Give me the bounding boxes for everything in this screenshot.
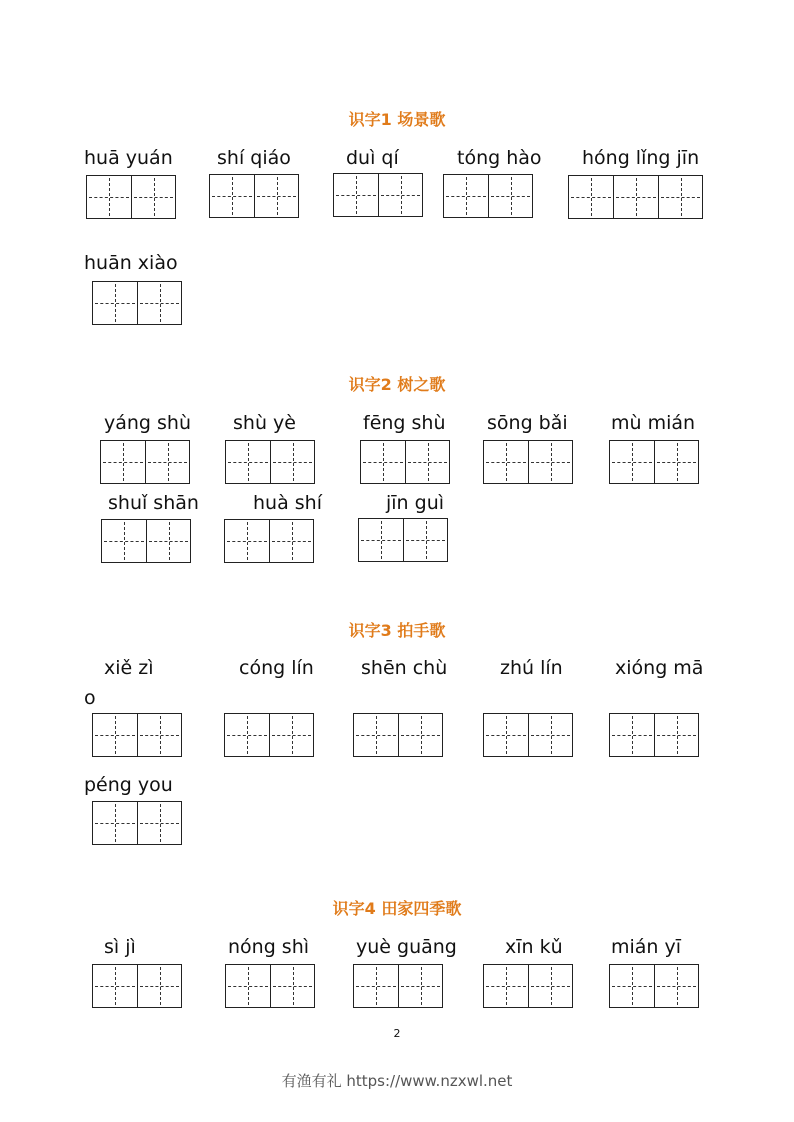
grid-cell[interactable] bbox=[358, 518, 403, 562]
grid-cell[interactable] bbox=[654, 440, 699, 484]
footer-watermark: 有渔有礼 https://www.nzxwl.net bbox=[281, 1072, 513, 1090]
grid-cell[interactable] bbox=[483, 440, 528, 484]
pinyin-label: cóng lín bbox=[239, 657, 314, 679]
grid-cell[interactable] bbox=[100, 440, 145, 484]
grid-cell[interactable] bbox=[92, 713, 137, 757]
grid-cell[interactable] bbox=[443, 174, 488, 218]
writing-grid[interactable] bbox=[209, 174, 299, 218]
grid-cell[interactable] bbox=[528, 440, 573, 484]
writing-grid[interactable] bbox=[353, 964, 443, 1008]
pinyin-label: zhú lín bbox=[500, 657, 563, 679]
grid-cell[interactable] bbox=[360, 440, 405, 484]
pinyin-label: mián yī bbox=[611, 936, 682, 958]
grid-cell[interactable] bbox=[209, 174, 254, 218]
grid-cell[interactable] bbox=[483, 964, 528, 1008]
writing-grid[interactable] bbox=[443, 174, 533, 218]
pinyin-label: sōng bǎi bbox=[487, 412, 568, 434]
grid-cell[interactable] bbox=[224, 519, 269, 563]
pinyin-label: shuǐ shān bbox=[108, 492, 199, 514]
pinyin-label: o bbox=[84, 687, 96, 709]
pinyin-label: jīn guì bbox=[386, 492, 445, 514]
grid-cell[interactable] bbox=[145, 440, 190, 484]
grid-cell[interactable] bbox=[405, 440, 450, 484]
grid-cell[interactable] bbox=[225, 964, 270, 1008]
pinyin-label: shēn chù bbox=[361, 657, 448, 679]
grid-cell[interactable] bbox=[353, 964, 398, 1008]
grid-cell[interactable] bbox=[398, 713, 443, 757]
grid-cell[interactable] bbox=[225, 440, 270, 484]
grid-cell[interactable] bbox=[488, 174, 533, 218]
pinyin-label: huà shí bbox=[253, 492, 322, 514]
writing-grid[interactable] bbox=[483, 440, 573, 484]
writing-grid[interactable] bbox=[353, 713, 443, 757]
grid-cell[interactable] bbox=[92, 801, 137, 845]
writing-grid[interactable] bbox=[92, 964, 182, 1008]
grid-cell[interactable] bbox=[270, 440, 315, 484]
grid-cell[interactable] bbox=[92, 281, 137, 325]
grid-cell[interactable] bbox=[254, 174, 299, 218]
grid-cell[interactable] bbox=[224, 713, 269, 757]
grid-cell[interactable] bbox=[609, 964, 654, 1008]
writing-grid[interactable] bbox=[92, 801, 182, 845]
grid-cell[interactable] bbox=[353, 713, 398, 757]
writing-grid[interactable] bbox=[609, 440, 699, 484]
section-title: 识字4 田家四季歌 bbox=[332, 899, 462, 918]
writing-grid[interactable] bbox=[360, 440, 450, 484]
grid-cell[interactable] bbox=[269, 519, 314, 563]
grid-cell[interactable] bbox=[403, 518, 448, 562]
pinyin-label: huān xiào bbox=[84, 252, 178, 274]
pinyin-label: shù yè bbox=[233, 412, 296, 434]
grid-cell[interactable] bbox=[568, 175, 613, 219]
grid-cell[interactable] bbox=[609, 440, 654, 484]
pinyin-label: péng you bbox=[84, 774, 173, 796]
grid-cell[interactable] bbox=[270, 964, 315, 1008]
pinyin-label: nóng shì bbox=[228, 936, 310, 958]
writing-grid[interactable] bbox=[101, 519, 191, 563]
pinyin-label: yáng shù bbox=[104, 412, 192, 434]
pinyin-label: duì qí bbox=[346, 147, 399, 169]
grid-cell[interactable] bbox=[137, 801, 182, 845]
writing-grid[interactable] bbox=[225, 964, 315, 1008]
grid-cell[interactable] bbox=[131, 175, 176, 219]
grid-cell[interactable] bbox=[92, 964, 137, 1008]
writing-grid[interactable] bbox=[609, 713, 699, 757]
pinyin-label: sì jì bbox=[104, 936, 136, 958]
writing-grid[interactable] bbox=[100, 440, 190, 484]
grid-cell[interactable] bbox=[378, 173, 423, 217]
grid-cell[interactable] bbox=[609, 713, 654, 757]
writing-grid[interactable] bbox=[224, 713, 314, 757]
writing-grid[interactable] bbox=[609, 964, 699, 1008]
writing-grid[interactable] bbox=[568, 175, 703, 219]
section-title: 识字2 树之歌 bbox=[348, 375, 446, 394]
writing-grid[interactable] bbox=[225, 440, 315, 484]
grid-cell[interactable] bbox=[333, 173, 378, 217]
grid-cell[interactable] bbox=[86, 175, 131, 219]
writing-grid[interactable] bbox=[92, 713, 182, 757]
grid-cell[interactable] bbox=[483, 713, 528, 757]
grid-cell[interactable] bbox=[137, 964, 182, 1008]
pinyin-label: xīn kǔ bbox=[505, 936, 563, 958]
writing-grid[interactable] bbox=[483, 964, 573, 1008]
grid-cell[interactable] bbox=[269, 713, 314, 757]
writing-grid[interactable] bbox=[333, 173, 423, 217]
section-title: 识字1 场景歌 bbox=[348, 110, 446, 129]
pinyin-label: fēng shù bbox=[363, 412, 446, 434]
pinyin-label: yuè guāng bbox=[356, 936, 457, 958]
writing-grid[interactable] bbox=[224, 519, 314, 563]
grid-cell[interactable] bbox=[101, 519, 146, 563]
page-number: 2 bbox=[393, 1027, 401, 1040]
grid-cell[interactable] bbox=[398, 964, 443, 1008]
grid-cell[interactable] bbox=[528, 964, 573, 1008]
grid-cell[interactable] bbox=[146, 519, 191, 563]
writing-grid[interactable] bbox=[483, 713, 573, 757]
grid-cell[interactable] bbox=[528, 713, 573, 757]
grid-cell[interactable] bbox=[658, 175, 703, 219]
section-title: 识字3 拍手歌 bbox=[348, 621, 446, 640]
writing-grid[interactable] bbox=[86, 175, 176, 219]
pinyin-label: huā yuán bbox=[84, 147, 173, 169]
grid-cell[interactable] bbox=[613, 175, 658, 219]
pinyin-label: shí qiáo bbox=[217, 147, 291, 169]
grid-cell[interactable] bbox=[654, 713, 699, 757]
pinyin-label: hóng lǐng jīn bbox=[582, 147, 700, 169]
pinyin-label: xióng mā bbox=[615, 657, 704, 679]
writing-grid[interactable] bbox=[358, 518, 448, 562]
pinyin-label: mù mián bbox=[611, 412, 696, 434]
pinyin-label: tóng hào bbox=[457, 147, 542, 169]
grid-cell[interactable] bbox=[654, 964, 699, 1008]
pinyin-label: xiě zì bbox=[104, 657, 154, 679]
grid-cell[interactable] bbox=[137, 713, 182, 757]
grid-cell[interactable] bbox=[137, 281, 182, 325]
writing-grid[interactable] bbox=[92, 281, 182, 325]
